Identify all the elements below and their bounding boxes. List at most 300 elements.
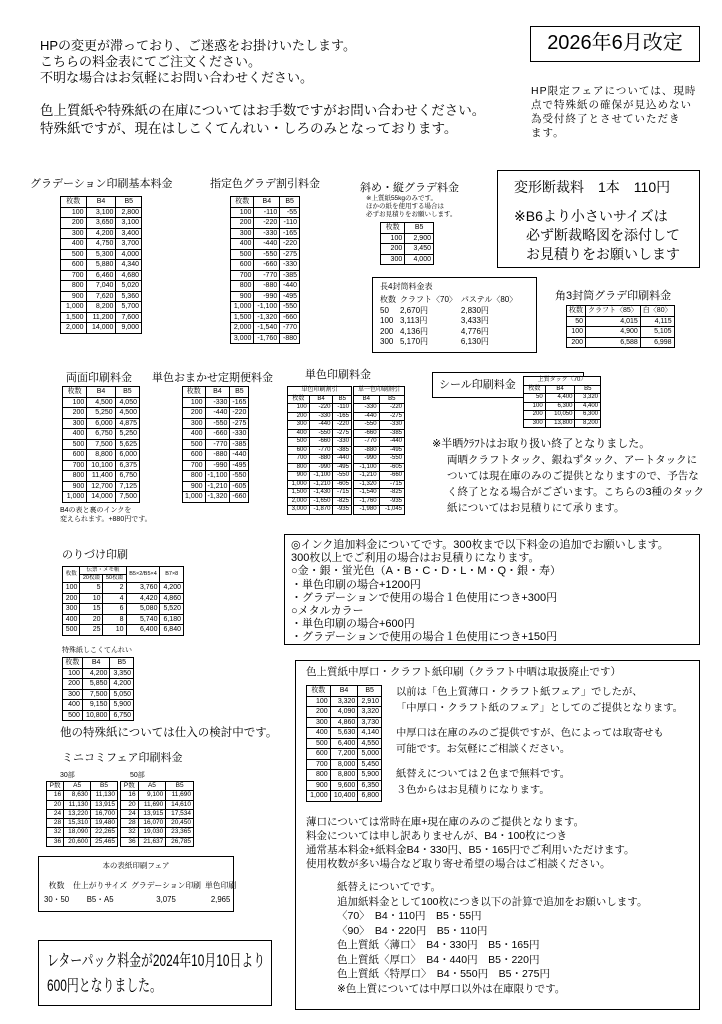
table-cell: 300 — [63, 604, 80, 615]
table-cell: 6,300 — [575, 411, 601, 420]
kaku3-table — [566, 305, 675, 348]
table-row — [231, 270, 300, 281]
table-cell: -550 — [379, 455, 404, 464]
table-cell: 6,460 — [86, 270, 116, 281]
table-cell: 6,750 — [87, 429, 115, 440]
text-line: 色上質紙や特殊紙の在庫についてはお手数ですがお問い合わせください。 — [40, 103, 486, 118]
table-cell: 5,520 — [160, 604, 184, 615]
table-row — [381, 254, 434, 265]
table-cell: 2,830円 — [460, 305, 489, 315]
table-cell: 100 — [524, 402, 546, 411]
table-cell: -990 — [309, 463, 333, 472]
table-cell: 50 — [567, 316, 586, 327]
table-cell: -165 — [230, 397, 249, 408]
table-cell: 30・50 — [44, 895, 70, 904]
ink-box — [284, 534, 700, 645]
table-row — [63, 614, 184, 625]
table-cell: 16 — [121, 791, 139, 800]
table-row — [288, 497, 405, 506]
table-header-cell: B4 — [86, 197, 116, 208]
iro-thin — [306, 815, 635, 871]
table-cell: -1,650 — [309, 497, 333, 506]
table-cell: -770 — [254, 270, 280, 281]
table-cell: 22,265 — [91, 828, 118, 837]
text-line: ※上質紙55kgのみです。 — [366, 195, 438, 202]
table-cell: -110 — [280, 218, 300, 229]
table-cell: -330 — [309, 412, 333, 421]
table-cell: -660 — [254, 260, 280, 271]
table-cell: 2 — [103, 583, 126, 594]
iro-intro — [396, 685, 683, 716]
table-cell: 25 — [80, 625, 103, 636]
table-row — [63, 625, 184, 636]
table-cell: -55 — [280, 207, 300, 218]
table-cell: -495 — [379, 446, 404, 455]
seal-title: シール印刷料金 — [439, 379, 516, 391]
table-cell: -550 — [309, 429, 333, 438]
table-cell: -1,045 — [379, 506, 404, 515]
table-row — [61, 270, 142, 281]
table-cell: -220 — [254, 218, 280, 229]
iro-free — [396, 767, 570, 798]
table-cell: 500 — [63, 710, 83, 721]
table-cell: 8,800 — [330, 770, 358, 781]
table-cell: 2,900 — [405, 233, 434, 244]
table-cell: 6,350 — [358, 780, 382, 791]
naga4-title: 長4封筒料金表 — [380, 282, 433, 291]
table-row — [183, 492, 249, 503]
table-cell: 600 — [307, 749, 331, 760]
tanshoku-table — [287, 386, 405, 515]
table-cell: 5,300 — [86, 249, 116, 260]
table-cell: 200 — [63, 593, 80, 604]
letterpack-text-1: レターパック料金が2024年10月10日より — [47, 952, 266, 970]
table-cell: 200 — [567, 337, 586, 348]
kamikae-items — [337, 909, 647, 982]
table-row — [47, 791, 118, 800]
table-cell: 6,800 — [358, 791, 382, 802]
table-header-row — [121, 782, 194, 791]
table-cell: 14,000 — [86, 323, 116, 334]
table-header-cell: 枚数 — [63, 567, 80, 583]
table-header-cell: グラデーション印刷 — [131, 881, 201, 890]
table-row — [183, 429, 249, 440]
table-row — [63, 397, 140, 408]
table-row — [63, 668, 134, 679]
table-header-cell: クラフト〈70〉 — [400, 295, 457, 304]
table-row — [378, 337, 519, 348]
table-cell: -770 — [309, 446, 333, 455]
henkei-notes — [526, 226, 680, 264]
text-line: ついては現在庫のみのご提供となりますので、予告な — [447, 470, 699, 482]
table-cell: 14,000 — [87, 492, 115, 503]
table-header-row — [63, 658, 134, 669]
table-cell: -1,320 — [254, 312, 280, 323]
table-cell: 6,998 — [640, 337, 674, 348]
table-cell: 500 — [288, 438, 310, 447]
table-cell: 3,320 — [358, 707, 382, 718]
table-cell: 700 — [307, 759, 331, 770]
table-cell: 800 — [63, 471, 87, 482]
text-line: 以前は「色上質薄口・クラフト紙フェア」でしたが、 — [396, 687, 643, 698]
table-header-row — [42, 879, 238, 893]
table-row — [231, 207, 300, 218]
table-cell: -660 — [230, 492, 249, 503]
table-cell: 3,000 — [288, 506, 310, 515]
table-row — [381, 233, 434, 244]
shitei-table — [230, 196, 300, 344]
table-header-cell: B4 — [309, 395, 333, 404]
table-cell: 19,480 — [91, 819, 118, 828]
table-cell: -715 — [379, 480, 404, 489]
letterpack-line-2 — [47, 974, 207, 998]
table-cell: 6,000 — [87, 418, 115, 429]
table-cell: 8,200 — [575, 419, 601, 428]
table-cell: -1,430 — [309, 489, 333, 498]
table-row — [121, 800, 194, 809]
table-cell: -440 — [280, 281, 300, 292]
table-row — [61, 260, 142, 271]
table-cell: -880 — [205, 450, 230, 461]
table-row — [63, 471, 140, 482]
table-row — [307, 749, 382, 760]
table-header-row — [307, 686, 382, 697]
table-cell: -880 — [280, 333, 300, 344]
table-cell: 100 — [567, 327, 586, 338]
table-cell: 4,200 — [110, 679, 134, 690]
grad-basic-title: グラデーション印刷基本料金 — [30, 178, 173, 190]
table-header-row — [61, 197, 142, 208]
seal-table — [523, 376, 601, 428]
table-cell: 5,170円 — [400, 337, 429, 346]
table-cell: -440 — [254, 239, 280, 250]
table-cell: -220 — [280, 239, 300, 250]
table-cell: 7,200 — [330, 749, 358, 760]
text-line: ○メタルカラー — [291, 605, 364, 618]
table-cell: 300 — [183, 418, 206, 429]
table-cell: 700 — [288, 455, 310, 464]
table-cell: 4,136円 — [400, 326, 429, 336]
table-row — [288, 489, 405, 498]
table-row — [121, 791, 194, 800]
table-row — [288, 472, 405, 481]
table-row — [231, 260, 300, 271]
minicomi-left-label: 30部 — [60, 772, 75, 779]
table-cell: -385 — [379, 429, 404, 438]
bookcover-box — [38, 856, 237, 912]
table-row — [307, 780, 382, 791]
table-cell: -1,100 — [254, 302, 280, 313]
minicomi-right-label: 50部 — [130, 772, 145, 779]
table-cell: 3,650 — [86, 218, 116, 229]
table-cell: 20 — [121, 800, 139, 809]
table-row — [288, 480, 405, 489]
table-row — [61, 249, 142, 260]
table-cell: 4,200 — [82, 668, 110, 679]
table-cell: 3,113円 — [400, 316, 428, 325]
table-row — [183, 418, 249, 429]
table-cell: 18,090 — [64, 828, 91, 837]
text-line: HP限定フェアについては、現時 — [531, 85, 697, 97]
table-row — [307, 717, 382, 728]
table-cell: 15 — [80, 604, 103, 615]
table-header-cell: 枚数 — [61, 197, 87, 208]
table-row — [61, 218, 142, 229]
table-cell: 6,180 — [160, 614, 184, 625]
ink-lines — [291, 539, 669, 645]
table-cell: -165 — [333, 412, 353, 421]
hp-fair-note — [531, 84, 696, 140]
notice-stock — [40, 102, 485, 138]
table-row — [47, 809, 118, 818]
table-cell: 20,600 — [64, 837, 91, 846]
table-row — [378, 327, 519, 338]
henkei-line: 変形断裁料 1本 110円 — [514, 179, 671, 195]
table-cell: 900 — [231, 291, 254, 302]
table-row — [63, 418, 140, 429]
table-cell: -1,100 — [309, 472, 333, 481]
text-line: ・単色印刷の場合+1200円 — [291, 578, 421, 591]
table-cell: 16 — [47, 791, 64, 800]
table-cell: 4 — [103, 593, 126, 604]
table-cell: 6,840 — [160, 625, 184, 636]
table-row — [231, 312, 300, 323]
text-line: こちらの料金表にてご注文ください。 — [40, 54, 262, 69]
table-row — [63, 583, 184, 594]
table-cell: 4,200 — [160, 583, 184, 594]
table-cell: 400 — [307, 728, 331, 739]
table-cell: -825 — [333, 497, 353, 506]
table-cell: -1,540 — [352, 489, 379, 498]
table-cell: 21,637 — [138, 837, 166, 846]
table-cell: 700 — [63, 460, 87, 471]
table-cell: -165 — [280, 228, 300, 239]
table-cell: -1,210 — [352, 472, 379, 481]
kamikae-block — [337, 880, 647, 996]
table-header-cell: 伝票・メモ帳 — [80, 567, 126, 575]
table-cell: -550 — [280, 302, 300, 313]
table-header-cell: B5 — [358, 686, 382, 697]
table-cell: 2,670円 — [400, 305, 429, 315]
table-cell: 300 — [524, 419, 546, 428]
table-row — [63, 679, 134, 690]
table-cell: -385 — [280, 270, 300, 281]
table-header-cell: 枚数 — [231, 197, 254, 208]
table-cell: -330 — [352, 404, 379, 413]
table-row — [288, 455, 405, 464]
table-cell: 600 — [288, 446, 310, 455]
table-header-cell: B5 — [405, 223, 434, 234]
table-cell: 100 — [61, 207, 87, 218]
text-line: 料金については申し訳ありませんが、B4・100枚につき — [306, 830, 567, 842]
table-cell: 4,750 — [86, 239, 116, 250]
table-cell: 200 — [380, 326, 394, 336]
table-cell: 300 — [288, 421, 310, 430]
letterpack-box — [38, 940, 272, 1006]
table-row — [288, 506, 405, 515]
table-row — [183, 481, 249, 492]
table-row — [524, 411, 601, 420]
table-cell: -660 — [205, 429, 230, 440]
table-header-cell: P数 — [121, 782, 139, 791]
table-cell: 3,760 — [126, 583, 160, 594]
text-line: 紙替えについては２色まで無料です。 — [396, 769, 571, 780]
table-cell: 3,320 — [575, 394, 601, 403]
table-cell: 800 — [61, 281, 87, 292]
table-row — [307, 707, 382, 718]
notice-top — [40, 38, 356, 86]
table-cell: 3,100 — [116, 218, 142, 229]
table-cell: -935 — [333, 506, 353, 515]
tokushu-title: 特殊紙しこくてんれい — [62, 647, 132, 654]
iro-table — [306, 685, 382, 802]
table-cell: 36 — [47, 837, 64, 846]
table-cell: 7,620 — [86, 291, 116, 302]
table-header-cell: B5 — [110, 658, 134, 669]
text-line: 可能です。お気軽にご相談ください。 — [396, 743, 571, 755]
table-cell: 6,000 — [115, 450, 139, 461]
table-cell: 600 — [231, 260, 254, 271]
table-cell: 200 — [524, 411, 546, 420]
table-row — [61, 312, 142, 323]
table-cell: -660 — [280, 312, 300, 323]
ryomen-table — [62, 386, 140, 503]
table-cell: 5,050 — [110, 689, 134, 700]
table-cell: 11,690 — [138, 800, 166, 809]
norizuke-table — [62, 566, 184, 636]
table-cell: -275 — [333, 429, 353, 438]
table-cell: 11,130 — [91, 791, 118, 800]
table-cell: 10,800 — [82, 710, 110, 721]
table-cell: 12,700 — [87, 481, 115, 492]
table-cell: 2,910 — [358, 696, 382, 707]
table-cell: 400 — [63, 429, 87, 440]
table-cell: 800 — [288, 463, 310, 472]
table-header-cell: B7×8 — [160, 567, 184, 583]
table-row — [61, 281, 142, 292]
table-row — [307, 770, 382, 781]
table-cell: -1,760 — [352, 497, 379, 506]
table-cell: 300 — [61, 228, 87, 239]
table-cell: 5,850 — [82, 679, 110, 690]
table-cell: -220 — [230, 408, 249, 419]
table-row — [61, 239, 142, 250]
table-cell: -880 — [352, 446, 379, 455]
table-row — [63, 492, 140, 503]
table-header-cell: 単一色印刷割引 — [352, 387, 404, 396]
table-header-cell: クラフト〈85〉 — [586, 306, 641, 317]
table-cell: 17,534 — [166, 809, 194, 818]
table-cell: 5,020 — [116, 281, 142, 292]
table-header-cell: B4 — [87, 387, 115, 398]
table-cell: -605 — [333, 480, 353, 489]
table-cell: 300 — [63, 418, 87, 429]
table-row — [183, 439, 249, 450]
revision-badge: 2026年6月改定 — [530, 26, 700, 62]
text-line: く終了となる場合がございます。こちらの3種のタック — [447, 486, 704, 498]
table-row — [288, 421, 405, 430]
table-cell: 100 — [380, 316, 394, 325]
table-cell: 6,130円 — [460, 337, 489, 346]
table-cell: 400 — [63, 614, 80, 625]
text-line: 点で特殊紙の確保が見込めない — [531, 99, 692, 111]
table-cell: -440 — [379, 438, 404, 447]
table-cell: 100 — [307, 696, 331, 707]
table-header-cell: 枚数 — [183, 387, 206, 398]
table-cell: -660 — [352, 429, 379, 438]
table-cell: -330 — [333, 438, 353, 447]
table-cell: 100 — [231, 207, 254, 218]
iro-box — [295, 660, 700, 1010]
table-cell: 11,400 — [87, 471, 115, 482]
table-cell: 400 — [183, 429, 206, 440]
table-cell: 4,400 — [545, 394, 575, 403]
table-cell: -715 — [333, 489, 353, 498]
table-cell: -330 — [230, 429, 249, 440]
table-header-cell: B5 — [230, 387, 249, 398]
table-row — [183, 460, 249, 471]
kamikae-note: ※色上質については中厚口以外は在庫限りです。 — [337, 982, 566, 995]
text-line: B4の表と裏のインクを — [60, 507, 132, 514]
table-header-row — [63, 567, 184, 575]
table-cell: 4,015 — [586, 316, 641, 327]
minicomi-right-table — [120, 781, 194, 847]
table-header-cell: 枚数 — [381, 223, 405, 234]
table-cell: 800 — [231, 281, 254, 292]
text-line: 「中厚口・クラフト紙のフェア」としてのご提供となります。 — [396, 702, 683, 714]
table-cell: -275 — [379, 412, 404, 421]
text-line: 〈90〉 B4・220円 B5・110円 — [337, 924, 488, 937]
text-line: 必ずお見積りをお願いします。 — [366, 211, 457, 218]
table-row — [63, 450, 140, 461]
table-cell: 4,860 — [160, 593, 184, 604]
text-line: ます。 — [531, 127, 565, 139]
table-cell: -1,210 — [205, 481, 230, 492]
table-cell: 600 — [61, 260, 87, 271]
table-cell: 1,500 — [288, 489, 310, 498]
table-cell: 28 — [121, 819, 139, 828]
table-header-cell: 上質タック〈70〉 — [524, 377, 601, 386]
table-header-row — [288, 395, 405, 404]
table-cell: 3,400 — [116, 228, 142, 239]
text-line: ◎インク追加料金についてです。300枚まで以下料金の追加でお願いします。 — [291, 539, 669, 551]
table-cell: 10,050 — [545, 411, 575, 420]
table-row — [63, 429, 140, 440]
table-cell: 100 — [63, 397, 87, 408]
table-header-cell: B4 — [205, 387, 230, 398]
table-cell: 6,750 — [110, 710, 134, 721]
ryomen-title: 両面印刷料金 — [66, 372, 132, 384]
table-cell: 800 — [307, 770, 331, 781]
table-cell: -330 — [254, 228, 280, 239]
table-cell: 3,450 — [405, 244, 434, 255]
table-cell: 4,340 — [116, 260, 142, 271]
table-row — [63, 689, 134, 700]
table-cell: 32 — [121, 828, 139, 837]
table-cell: 2,000 — [61, 323, 87, 334]
table-cell: -385 — [333, 446, 353, 455]
text-line: 薄口については常時在庫+現在庫のみのご提供となります。 — [306, 816, 585, 828]
table-header-row — [567, 306, 675, 317]
table-cell: 900 — [288, 472, 310, 481]
text-line: 紙についてはお見積りにて承ります。 — [447, 502, 625, 514]
table-row — [567, 327, 675, 338]
table-cell: 1,000 — [61, 302, 87, 313]
table-header-cell: 枚数 — [48, 881, 65, 890]
tokushu-note: 他の特殊紙については仕入の検討中です。 — [60, 727, 278, 739]
text-line: 色上質紙〈特厚口〉 B4・550円 B5・275円 — [337, 968, 550, 980]
table-cell: 600 — [183, 450, 206, 461]
